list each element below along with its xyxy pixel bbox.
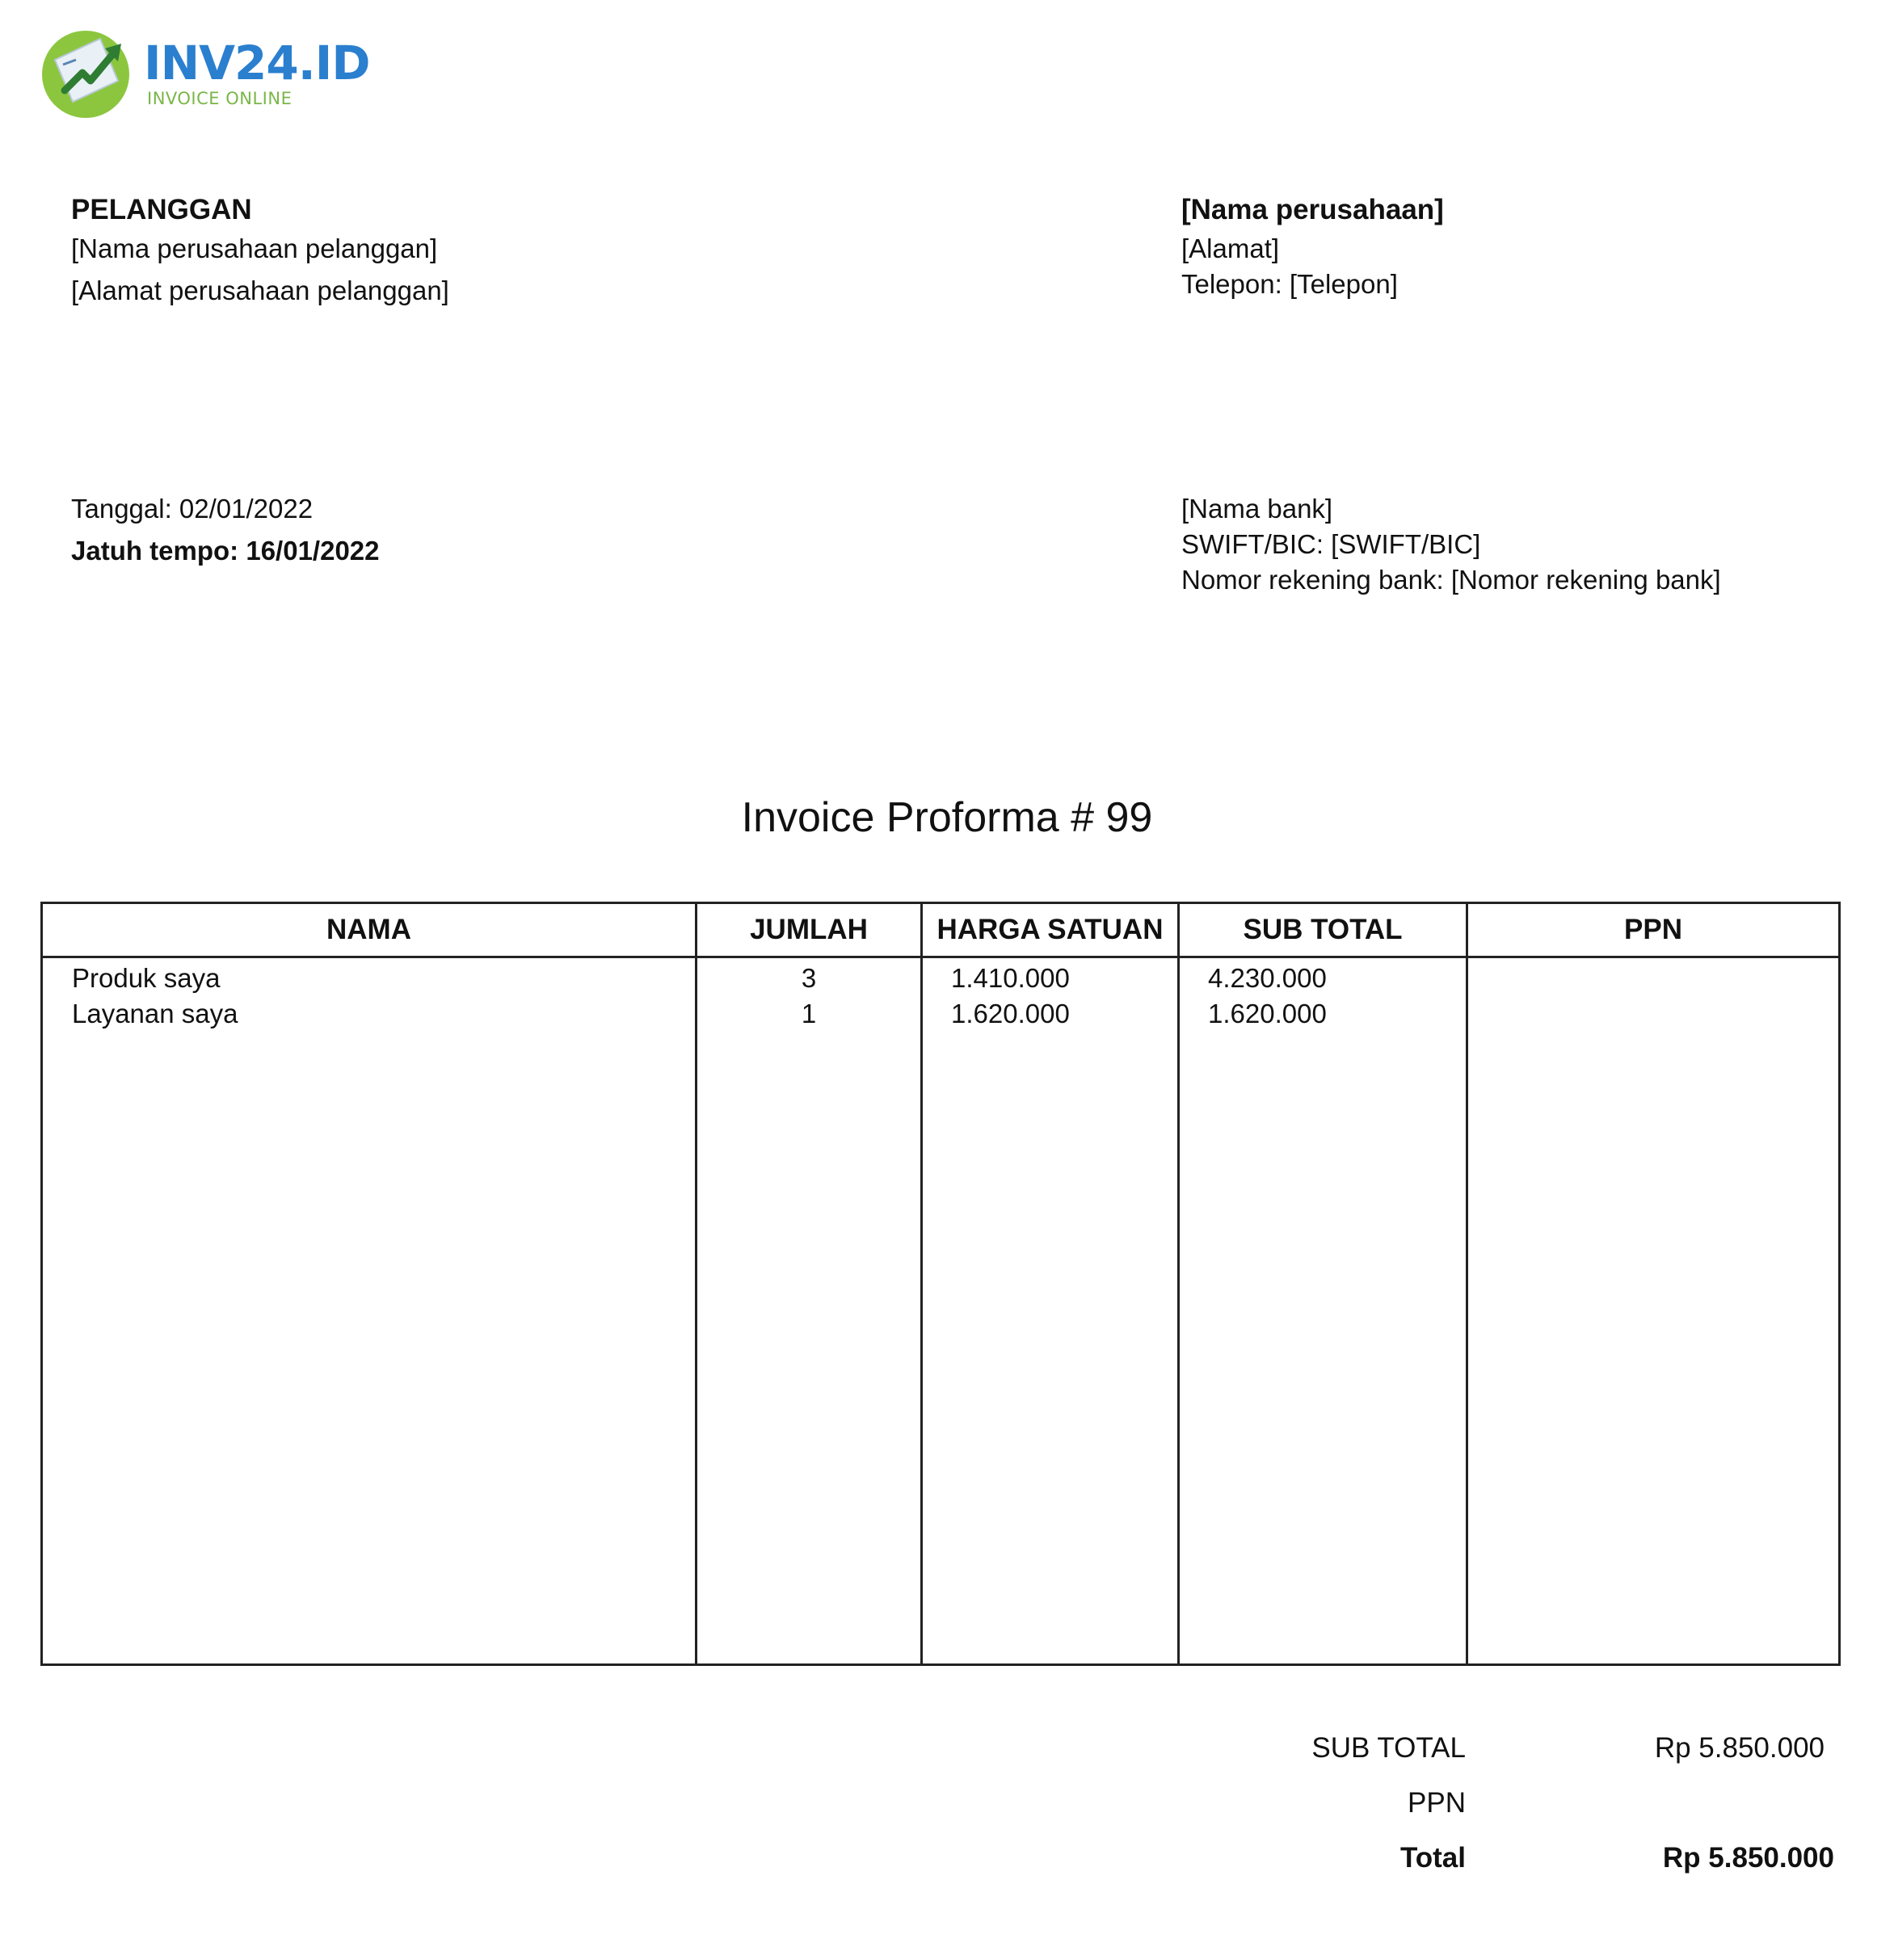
header-nama: NAMA xyxy=(326,914,411,945)
row-1-qty: 3 xyxy=(801,963,817,993)
row-2-subtotal: 1.620.000 xyxy=(1208,999,1327,1028)
due-date: Jatuh tempo: 16/01/2022 xyxy=(71,536,380,566)
header-ppn: PPN xyxy=(1624,914,1682,945)
ppn-label: PPN xyxy=(1408,1787,1466,1819)
header-harga-satuan: HARGA SATUAN xyxy=(936,914,1164,945)
logo-chart-icon xyxy=(40,27,137,120)
column-divider xyxy=(1466,904,1468,1663)
row-2-name: Layanan saya xyxy=(72,999,238,1028)
row-1-name: Produk saya xyxy=(72,963,221,993)
customer-address: [Alamat perusahaan pelanggan] xyxy=(71,275,449,305)
invoice-date: Tanggal: 02/01/2022 xyxy=(71,494,314,524)
column-divider xyxy=(1177,904,1180,1663)
subtotal-value: Rp 5.850.000 xyxy=(1654,1732,1825,1764)
row-2-qty: 1 xyxy=(801,999,817,1028)
company-address: [Alamat] xyxy=(1181,233,1280,263)
row-1-subtotal: 4.230.000 xyxy=(1208,963,1327,993)
brand-logo xyxy=(40,27,370,124)
header-sub-total: SUB TOTAL xyxy=(1243,914,1403,945)
brand-tagline: INVOICE ONLINE xyxy=(147,89,293,108)
column-divider xyxy=(920,904,923,1663)
total-value: Rp 5.850.000 xyxy=(1662,1842,1834,1874)
items-table xyxy=(40,902,1841,1666)
total-label: Total xyxy=(1399,1842,1466,1874)
customer-heading: PELANGGAN xyxy=(71,194,252,225)
invoice-title: Invoice Proforma # 99 xyxy=(741,794,1153,841)
row-2-price: 1.620.000 xyxy=(951,999,1070,1028)
subtotal-label: SUB TOTAL xyxy=(1311,1732,1466,1764)
header-divider xyxy=(43,956,1838,958)
bank-swift: SWIFT/BIC: [SWIFT/BIC] xyxy=(1181,529,1481,559)
bank-account: Nomor rekening bank: [Nomor rekening bank] xyxy=(1181,565,1721,595)
header-jumlah: JUMLAH xyxy=(750,914,868,945)
bank-name: [Nama bank] xyxy=(1181,494,1333,524)
customer-name: [Nama perusahaan pelanggan] xyxy=(71,233,438,263)
company-name: [Nama perusahaan] xyxy=(1181,194,1444,225)
brand-name: INV24.ID xyxy=(144,36,370,90)
company-phone: Telepon: [Telepon] xyxy=(1181,269,1398,299)
row-1-price: 1.410.000 xyxy=(951,963,1070,993)
